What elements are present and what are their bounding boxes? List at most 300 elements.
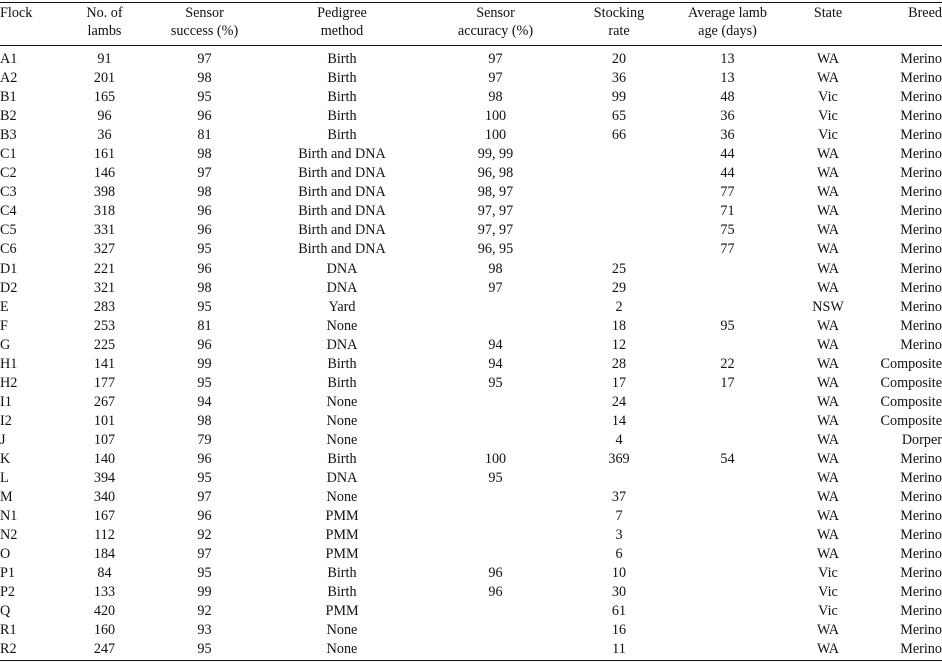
cell-breed: Merino: [900, 108, 942, 125]
cell-state: WA: [816, 393, 840, 410]
cell-flock: L: [0, 470, 9, 487]
cell-lamb-age: [669, 393, 786, 412]
header-flock: [0, 3, 62, 46]
header-sensor-accuracy-line2: accuracy (%): [457, 23, 534, 39]
cell-sensor-success: 97: [197, 546, 212, 563]
cell-sensor-success: 99: [197, 584, 212, 601]
cell-pedigree-method: DNA: [326, 260, 358, 277]
cell-lamb-age: [669, 602, 786, 621]
table-row: [0, 279, 942, 298]
header-stocking-rate-line2: rate: [608, 23, 630, 39]
cell-lambs: 36: [97, 127, 112, 144]
cell-lambs: 96: [97, 108, 112, 125]
table-row: [0, 621, 942, 640]
header-sensor-success-line1: Sensor: [185, 5, 224, 21]
cell-pedigree-method: None: [326, 489, 358, 506]
cell-pedigree-method: None: [326, 393, 358, 410]
cell-state: WA: [816, 184, 840, 201]
cell-lamb-age: 48: [720, 89, 735, 106]
cell-lamb-age: 75: [720, 222, 735, 239]
header-sensor-accuracy-line1: Sensor: [476, 5, 515, 21]
cell-flock: F: [0, 317, 8, 334]
header-sensor-success-line2: success (%): [170, 23, 239, 39]
cell-breed: Merino: [900, 203, 942, 220]
cell-breed: Merino: [900, 336, 942, 353]
cell-lambs: 225: [93, 336, 116, 353]
table-row: [0, 431, 942, 450]
cell-flock: N2: [0, 527, 18, 544]
cell-sensor-success: 98: [197, 412, 212, 429]
cell-sensor-success: 96: [197, 260, 212, 277]
cell-flock: A1: [0, 51, 18, 68]
table-row: [0, 450, 942, 469]
cell-pedigree-method: Birth and DNA: [298, 222, 386, 239]
cell-lambs: 327: [93, 241, 116, 258]
cell-breed: Merino: [900, 470, 942, 487]
cell-sensor-success: 97: [197, 51, 212, 68]
cell-state: WA: [816, 241, 840, 258]
cell-lamb-age: [669, 488, 786, 507]
cell-stocking-rate: 18: [611, 317, 627, 334]
cell-stocking-rate: [569, 469, 669, 488]
cell-pedigree-method: Birth: [327, 51, 357, 68]
cell-lambs: 340: [93, 489, 116, 506]
cell-stocking-rate: 10: [611, 565, 627, 582]
header-lamb-age-line1: Average lamb: [688, 5, 767, 21]
cell-sensor-accuracy: 100: [484, 451, 507, 467]
cell-lambs: 253: [93, 317, 116, 334]
cell-lambs: 247: [93, 641, 116, 658]
cell-lamb-age: 36: [720, 127, 735, 144]
table-row: [0, 46, 942, 69]
cell-breed: Merino: [900, 546, 942, 563]
cell-flock: R2: [0, 641, 17, 658]
cell-sensor-accuracy: [422, 431, 569, 450]
cell-lambs: 398: [93, 184, 116, 201]
table-row: [0, 507, 942, 526]
cell-lambs: 107: [93, 431, 116, 448]
cell-flock: B3: [0, 127, 17, 144]
cell-sensor-accuracy: [422, 507, 569, 526]
cell-lambs: 146: [93, 165, 116, 182]
cell-sensor-success: 95: [197, 89, 212, 106]
header-lamb-age-line2: age (days): [698, 23, 757, 39]
cell-sensor-success: 93: [197, 622, 212, 639]
cell-lambs: 420: [93, 603, 116, 620]
cell-stocking-rate: 36: [611, 70, 627, 87]
cell-breed: Merino: [900, 298, 942, 315]
cell-breed: Merino: [900, 641, 942, 658]
cell-sensor-accuracy: [422, 545, 569, 564]
cell-stocking-rate: 7: [615, 508, 623, 525]
table-row: [0, 221, 942, 240]
cell-breed: Composite: [880, 412, 942, 429]
cell-flock: B2: [0, 108, 17, 125]
cell-sensor-success: 94: [197, 393, 212, 410]
table-header: [0, 3, 942, 46]
cell-pedigree-method: Birth: [327, 108, 357, 125]
cell-sensor-accuracy: 96: [488, 565, 503, 582]
cell-flock: R1: [0, 622, 17, 639]
cell-sensor-accuracy: 95: [488, 470, 503, 487]
cell-state: WA: [816, 451, 840, 467]
cell-flock: P1: [0, 565, 15, 582]
cell-state: Vic: [818, 108, 838, 125]
cell-sensor-success: 98: [197, 146, 212, 163]
cell-state: Vic: [818, 565, 838, 582]
cell-lambs: 184: [93, 546, 116, 563]
cell-sensor-accuracy: 98, 97: [477, 184, 514, 201]
cell-stocking-rate: [569, 240, 669, 259]
cell-breed: Merino: [900, 622, 942, 639]
cell-state: WA: [816, 546, 840, 563]
cell-stocking-rate: 11: [612, 641, 626, 658]
cell-lamb-age: [669, 336, 786, 355]
cell-stocking-rate: [569, 202, 669, 221]
header-row: [0, 3, 942, 46]
table-row: [0, 260, 942, 279]
cell-pedigree-method: None: [326, 431, 358, 448]
cell-breed: Composite: [880, 374, 942, 391]
cell-stocking-rate: [569, 145, 669, 164]
cell-stocking-rate: [569, 221, 669, 240]
cell-sensor-accuracy: 94: [488, 355, 503, 372]
cell-stocking-rate: 37: [611, 489, 627, 506]
cell-sensor-accuracy: [422, 412, 569, 431]
cell-lamb-age: [669, 640, 786, 659]
cell-state: Vic: [818, 89, 838, 106]
cell-state: WA: [816, 489, 840, 506]
cell-stocking-rate: 25: [611, 260, 627, 277]
cell-flock: C4: [0, 203, 17, 220]
cell-sensor-success: 98: [197, 184, 212, 201]
cell-state: Vic: [818, 584, 838, 601]
cell-breed: Merino: [900, 451, 942, 467]
cell-sensor-success: 92: [197, 603, 212, 620]
cell-flock: D1: [0, 260, 18, 277]
cell-breed: Composite: [880, 355, 942, 372]
cell-lambs: 161: [93, 146, 116, 163]
cell-lamb-age: [669, 583, 786, 602]
cell-breed: Merino: [900, 565, 942, 582]
table-row: [0, 545, 942, 564]
cell-lambs: 165: [93, 89, 116, 106]
header-sensor-accuracy: [422, 3, 569, 46]
table-row: [0, 240, 942, 259]
cell-sensor-accuracy: [422, 602, 569, 621]
cell-state: NSW: [812, 298, 844, 315]
cell-lamb-age: 44: [720, 165, 735, 182]
cell-sensor-accuracy: [422, 393, 569, 412]
cell-sensor-success: 81: [197, 317, 212, 334]
header-lamb-age: [669, 3, 786, 46]
cell-pedigree-method: Birth and DNA: [298, 184, 386, 201]
cell-flock: C5: [0, 222, 17, 239]
cell-lambs: 133: [93, 584, 116, 601]
cell-lamb-age: [669, 621, 786, 640]
cell-lambs: 141: [93, 355, 116, 372]
cell-sensor-accuracy: 96: [488, 584, 503, 601]
cell-sensor-success: 79: [197, 431, 212, 448]
cell-flock: C2: [0, 165, 17, 182]
cell-state: WA: [816, 470, 840, 487]
cell-sensor-success: 98: [197, 70, 212, 87]
cell-lamb-age: 71: [720, 203, 735, 220]
cell-state: WA: [816, 641, 840, 658]
cell-flock: C1: [0, 146, 17, 163]
table-row: [0, 564, 942, 583]
cell-sensor-success: 81: [197, 127, 212, 144]
cell-flock: A2: [0, 70, 18, 87]
cell-stocking-rate: 2: [615, 298, 623, 315]
cell-pedigree-method: None: [326, 641, 358, 658]
header-pedigree-method-line1: Pedigree: [317, 5, 367, 21]
header-pedigree-method: [262, 3, 422, 46]
cell-sensor-accuracy: [422, 621, 569, 640]
cell-pedigree-method: Birth: [327, 70, 357, 87]
cell-lamb-age: 13: [720, 70, 735, 87]
cell-flock: M: [0, 489, 13, 506]
cell-lambs: 91: [97, 51, 112, 68]
table-row: [0, 164, 942, 183]
cell-stocking-rate: 28: [611, 355, 627, 372]
cell-lambs: 160: [93, 622, 116, 639]
cell-breed: Composite: [880, 393, 942, 410]
cell-stocking-rate: 6: [615, 546, 623, 563]
cell-sensor-success: 96: [197, 222, 212, 239]
cell-sensor-accuracy: 96, 95: [477, 241, 514, 258]
table-row: [0, 526, 942, 545]
table-row: [0, 145, 942, 164]
cell-sensor-success: 97: [197, 489, 212, 506]
cell-sensor-success: 95: [197, 565, 212, 582]
cell-sensor-accuracy: 97: [488, 70, 503, 87]
cell-pedigree-method: PMM: [325, 527, 359, 544]
cell-breed: Merino: [900, 260, 942, 277]
cell-flock: H2: [0, 374, 18, 391]
cell-state: WA: [816, 222, 840, 239]
cell-sensor-success: 97: [197, 165, 212, 182]
cell-stocking-rate: 61: [611, 603, 627, 620]
cell-breed: Merino: [900, 70, 942, 87]
cell-flock: Q: [0, 603, 11, 620]
cell-lamb-age: [669, 260, 786, 279]
cell-breed: Merino: [900, 584, 942, 601]
cell-sensor-accuracy: 97, 97: [477, 222, 514, 239]
cell-sensor-success: 96: [197, 203, 212, 220]
cell-lamb-age: 22: [720, 355, 735, 372]
cell-pedigree-method: PMM: [325, 546, 359, 563]
cell-state: WA: [816, 374, 840, 391]
cell-lamb-age: [669, 469, 786, 488]
cell-breed: Merino: [900, 165, 942, 182]
header-breed-line1: Breed: [908, 5, 942, 21]
cell-pedigree-method: Birth: [327, 584, 357, 601]
cell-lamb-age: [669, 507, 786, 526]
table-row: [0, 202, 942, 221]
cell-sensor-accuracy: 97, 97: [477, 203, 514, 220]
cell-lambs: 221: [93, 260, 116, 277]
cell-state: Vic: [818, 603, 838, 620]
cell-pedigree-method: Birth and DNA: [298, 203, 386, 220]
cell-pedigree-method: None: [326, 317, 358, 334]
cell-breed: Merino: [900, 184, 942, 201]
cell-pedigree-method: Birth: [327, 451, 357, 467]
table-row: [0, 640, 942, 659]
cell-lambs: 318: [93, 203, 116, 220]
cell-sensor-accuracy: 98: [488, 89, 503, 106]
header-pedigree-method-line2: method: [320, 23, 364, 39]
cell-state: WA: [816, 279, 840, 296]
cell-sensor-accuracy: 100: [484, 127, 507, 144]
cell-lamb-age: [669, 412, 786, 431]
cell-state: WA: [816, 317, 840, 334]
table-row: [0, 583, 942, 602]
header-sensor-success: [147, 3, 262, 46]
cell-state: WA: [816, 146, 840, 163]
table-row: [0, 126, 942, 145]
cell-lamb-age: [669, 545, 786, 564]
cell-lamb-age: 54: [720, 451, 735, 467]
cell-pedigree-method: Yard: [328, 298, 356, 315]
cell-sensor-accuracy: 96, 98: [477, 165, 514, 182]
cell-stocking-rate: 30: [611, 584, 627, 601]
cell-flock: N1: [0, 508, 18, 525]
header-breed: [870, 3, 942, 46]
cell-breed: Merino: [900, 89, 942, 106]
cell-pedigree-method: Birth: [327, 127, 357, 144]
cell-sensor-success: 95: [197, 374, 212, 391]
cell-sensor-success: 95: [197, 298, 212, 315]
flock-sensor-table: [0, 3, 942, 660]
cell-pedigree-method: Birth and DNA: [298, 146, 386, 163]
cell-lamb-age: 36: [720, 108, 735, 125]
cell-flock: B1: [0, 89, 17, 106]
cell-flock: D2: [0, 279, 18, 296]
cell-state: WA: [816, 51, 840, 68]
cell-stocking-rate: 3: [615, 527, 623, 544]
cell-lamb-age: [669, 564, 786, 583]
cell-pedigree-method: Birth: [327, 374, 357, 391]
cell-lambs: 140: [93, 451, 116, 467]
cell-breed: Merino: [900, 489, 942, 506]
cell-state: WA: [816, 527, 840, 544]
cell-lamb-age: [669, 431, 786, 450]
table-row: [0, 69, 942, 88]
table-row: [0, 298, 942, 317]
cell-breed: Merino: [900, 508, 942, 525]
cell-lambs: 321: [93, 279, 116, 296]
cell-flock: C3: [0, 184, 17, 201]
cell-flock: K: [0, 451, 11, 467]
header-stocking-rate: [569, 3, 669, 46]
cell-stocking-rate: 20: [611, 51, 627, 68]
cell-lambs: 84: [97, 565, 112, 582]
cell-sensor-accuracy: 99, 99: [477, 146, 514, 163]
cell-stocking-rate: 369: [608, 451, 630, 467]
cell-state: WA: [816, 508, 840, 525]
cell-state: WA: [816, 70, 840, 87]
cell-breed: Merino: [900, 222, 942, 239]
cell-pedigree-method: DNA: [326, 279, 358, 296]
cell-flock: E: [0, 298, 9, 315]
header-stocking-rate-line1: Stocking: [593, 5, 645, 21]
cell-lamb-age: 77: [720, 241, 735, 258]
cell-sensor-accuracy: 97: [488, 279, 503, 296]
cell-breed: Merino: [900, 127, 942, 144]
header-flock-line1: Flock: [0, 5, 33, 21]
cell-breed: Merino: [900, 51, 942, 68]
header-state: [786, 3, 870, 46]
cell-sensor-accuracy: 97: [488, 51, 503, 68]
cell-flock: I1: [0, 393, 12, 410]
cell-flock: O: [0, 546, 11, 563]
cell-stocking-rate: 29: [611, 279, 627, 296]
cell-lambs: 267: [93, 393, 116, 410]
cell-flock: C6: [0, 241, 17, 258]
cell-stocking-rate: [569, 183, 669, 202]
cell-pedigree-method: DNA: [326, 470, 358, 487]
cell-lamb-age: 17: [720, 374, 735, 391]
cell-sensor-success: 96: [197, 451, 212, 467]
table-body: [0, 46, 942, 660]
cell-lambs: 283: [93, 298, 116, 315]
cell-sensor-success: 96: [197, 108, 212, 125]
cell-pedigree-method: None: [326, 412, 358, 429]
cell-state: WA: [816, 622, 840, 639]
table-row: [0, 412, 942, 431]
cell-state: WA: [816, 165, 840, 182]
table-row: [0, 602, 942, 621]
table-row: [0, 107, 942, 126]
cell-lambs: 167: [93, 508, 116, 525]
table-row: [0, 469, 942, 488]
cell-lamb-age: [669, 526, 786, 545]
cell-sensor-success: 95: [197, 641, 212, 658]
cell-state: Vic: [818, 127, 838, 144]
table-row: [0, 336, 942, 355]
cell-lambs: 112: [94, 527, 115, 544]
cell-lamb-age: 77: [720, 184, 735, 201]
header-lambs: [62, 3, 147, 46]
cell-breed: Merino: [900, 146, 942, 163]
cell-sensor-success: 92: [197, 527, 212, 544]
cell-flock: P2: [0, 584, 15, 601]
cell-lamb-age: [669, 279, 786, 298]
cell-breed: Merino: [900, 527, 942, 544]
cell-lambs: 101: [93, 412, 116, 429]
cell-stocking-rate: 65: [611, 108, 627, 125]
cell-breed: Merino: [900, 241, 942, 258]
table-row: [0, 488, 942, 507]
header-lambs-line2: lambs: [87, 23, 122, 39]
cell-pedigree-method: PMM: [325, 603, 359, 620]
cell-lamb-age: 95: [720, 317, 735, 334]
cell-lambs: 331: [93, 222, 116, 239]
cell-state: WA: [816, 355, 840, 372]
cell-flock: I2: [0, 412, 12, 429]
cell-flock: H1: [0, 355, 18, 372]
table-row: [0, 355, 942, 374]
cell-lamb-age: [669, 298, 786, 317]
cell-breed: Merino: [900, 317, 942, 334]
cell-sensor-accuracy: 98: [488, 260, 503, 277]
table-row: [0, 317, 942, 336]
header-state-line1: State: [813, 5, 843, 21]
cell-sensor-success: 96: [197, 508, 212, 525]
cell-lambs: 201: [93, 70, 116, 87]
cell-stocking-rate: 14: [611, 412, 627, 429]
